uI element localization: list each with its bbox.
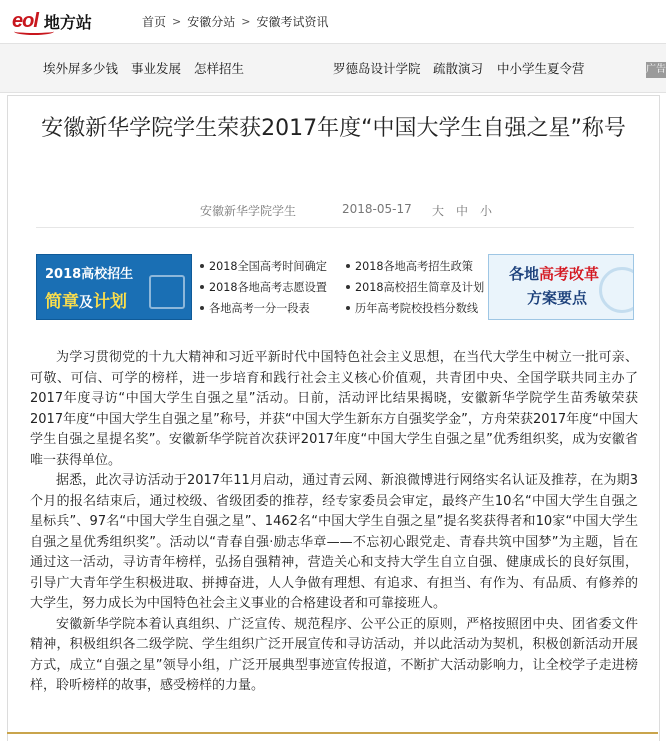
breadcrumb-sep: > [241, 15, 251, 28]
ad-left-line2 [45, 287, 127, 312]
banner-link-text: 2018各地高考招生政策 [355, 260, 473, 273]
banner-link[interactable] [200, 258, 327, 274]
ad-left-line1: 2018高校招生 [45, 267, 134, 282]
article-title: 安徽新华学院学生荣获2017年度“中国大学生自强之星”称号 [41, 116, 626, 141]
bullet-icon [200, 285, 204, 289]
book-icon [149, 275, 185, 309]
banner-link[interactable] [346, 300, 478, 316]
font-size-large[interactable]: 大 [432, 204, 445, 218]
bullet-icon [200, 306, 204, 310]
logo-swoosh-icon [14, 28, 54, 35]
banner-link-text: 历年高考院校投档分数线 [355, 302, 479, 315]
ad-right-line2: 方案要点 [527, 289, 588, 307]
article-date: 2018-05-17 [342, 202, 412, 216]
nav-link-6[interactable]: 中小学生夏令营 [497, 61, 585, 76]
article-paragraph: 安徽新华学院本着认真组织、广泛宣传、规范程序、公平公正的原则，严格按照团中央、团省委文件精神，积极组织各二级学院、学生组织广泛开展宣传和寻访活动，并以此活动为契机，积极创新活动开展方式，成立“自强之星”领导小组，广泛开展典型事迹宣传报道，不断扩大活动影响力，让全校学子走进榜样，聆听榜样的故事，感受榜样的力量。 [30, 616, 638, 693]
site-logo[interactable] [12, 9, 92, 33]
banner-link-text: 各地高考一分一段表 [209, 302, 310, 315]
bullet-icon [346, 285, 350, 289]
ad-right-pre: 各地 [509, 265, 540, 283]
ad-left-amp: 及 [79, 295, 93, 311]
banner-link-text: 2018各地高考志愿设置 [209, 281, 327, 294]
nav-link-4[interactable]: 罗德岛设计学院 [333, 61, 421, 76]
article-source: 安徽新华学院学生 [200, 204, 297, 218]
banner-link-text: 2018全国高考时间确定 [209, 260, 327, 273]
logo-site-name: 地方站 [43, 12, 92, 32]
admission-brochure-ad[interactable] [36, 254, 192, 320]
ad-right-line1 [509, 263, 599, 284]
breadcrumb-sep: > [172, 15, 182, 28]
ad-badge[interactable]: 广告 [646, 62, 666, 78]
banner-links [200, 254, 485, 320]
banner-link[interactable] [200, 279, 327, 295]
nav-bar [0, 43, 666, 93]
breadcrumb-home[interactable]: 首页 [142, 15, 167, 29]
breadcrumb [142, 13, 328, 30]
reform-plan-ad[interactable] [488, 254, 634, 320]
bullet-icon [200, 264, 204, 268]
font-size-medium[interactable]: 中 [456, 204, 469, 218]
bullet-icon [346, 306, 350, 310]
ad-left-word2: 计划 [93, 292, 127, 312]
article-container [7, 95, 660, 741]
nav-link-2[interactable]: 事业发展 [131, 61, 182, 76]
article-paragraph: 据悉，此次寻访活动于2017年11月启动，通过青云网、新浪微博进行网络实名认证及推荐，在为期3个月的报名结束后，通过校级、省级团委的推荐，经专家委员会审定，最终产生10名“中国大学生自强之星标兵”、97名“中国大学生自强之星”、1462名“中国大学生自强之星”提名奖获得者和10家“中国大学生自强之星优秀组织奖”。活动以“青春自强·励志华章——不忘初心跟党走、青春共筑中国梦”为主题，旨在通过这一活动，寻访青年榜样，弘扬自强精神，营造关心和支持大学生自立自强、健康成长的良好氛围，引导广大青年学生积极进取、拼搏奋进，人人争做有理想、有追求、有担当、有作为、有品质、有修养的大学生，努力成长为中国特色社会主义事业的合格建设者和可靠接班人。 [30, 473, 638, 611]
logo-eol-mark: eol [12, 9, 38, 32]
top-bar [0, 0, 666, 42]
banner-link[interactable] [346, 258, 473, 274]
globe-icon [599, 267, 634, 313]
banner-link[interactable] [200, 300, 310, 316]
article-paragraph: 为学习贯彻党的十九大精神和习近平新时代中国特色社会主义思想，在当代大学生中树立一批可亲、可敬、可信、可学的榜样，进一步培育和践行社会主义核心价值观，共青团中央、全国学联共同主办了2017年度寻访“中国大学生自强之星”活动。日前，活动评比结果揭晓，安徽新华学院学生苗秀敏荣获2017年度“中国大学生自强之星”称号，并获“中国大学生新东方自强奖学金”，方舟荣获2017年度“中国大学生自强之星提名奖”。安徽新华学院首次获评2017年度“中国大学生自强之星”优秀组织奖，成为安徽省唯一获得单位。 [30, 350, 638, 468]
banner-link[interactable] [346, 279, 484, 295]
font-size-small[interactable]: 小 [480, 204, 493, 218]
article-body [30, 348, 638, 697]
bullet-icon [346, 264, 350, 268]
promo-banner [36, 254, 634, 320]
title-divider [36, 227, 634, 228]
nav-link-5[interactable]: 疏散演习 [433, 61, 484, 76]
ad-left-word1: 简章 [45, 292, 79, 312]
nav-link-3[interactable]: 怎样招生 [194, 61, 245, 76]
breadcrumb-exam-news[interactable]: 安徽考试资讯 [256, 15, 329, 29]
breadcrumb-anhui[interactable]: 安徽分站 [187, 15, 236, 29]
banner-link-text: 2018高校招生简章及计划 [355, 281, 485, 294]
ad-right-highlight: 高考改革 [539, 265, 600, 283]
nav-link-1[interactable]: 埃外屏多少钱 [43, 61, 119, 76]
